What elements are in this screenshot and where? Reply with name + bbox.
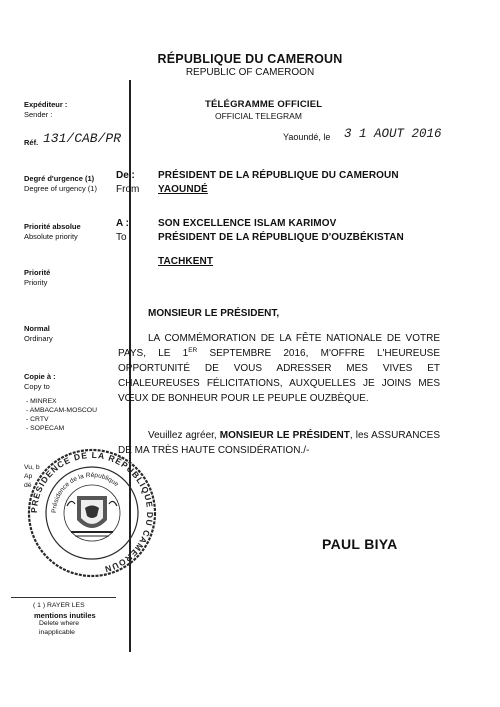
para2-part-b: , les ASSURANCES DE MA TRÈS HAUTE CONSIDÉRATION./- <box>118 430 440 456</box>
to-label: To <box>116 232 127 243</box>
para2-bold: MONSIEUR LE PRÉSIDENT <box>219 430 350 441</box>
date-prefix: Yaoundé, le <box>283 132 331 142</box>
copy-label-fr: Copie à : <box>24 372 56 381</box>
footnote-line: Delete where <box>39 620 80 627</box>
sender-label-en: Sender : <box>24 110 53 119</box>
footnote-rule <box>11 597 116 598</box>
absolute-priority-fr: Priorité absolue <box>24 222 81 231</box>
to-city: TACHKENT <box>158 256 214 267</box>
telegram-title-fr: TÉLÉGRAMME OFFICIEL <box>205 99 323 110</box>
seal-inner-text: Présidence de la République <box>50 471 120 514</box>
from-label: From <box>116 184 140 195</box>
signature-name: PAUL BIYA <box>322 536 398 552</box>
para1-part-a: LA COMMÉMORATION DE LA FÊTE NATIONALE DE VOTRE PAYS, LE 1 <box>118 333 440 359</box>
vu-line: dé <box>24 482 32 489</box>
para1-superscript: ER <box>188 347 198 354</box>
sender-label-fr: Expéditeur : <box>24 100 68 109</box>
body-paragraph-2 <box>118 428 440 458</box>
absolute-priority-en: Absolute priority <box>24 232 78 241</box>
presidential-seal-stamp <box>27 448 157 578</box>
from-line-1: PRÉSIDENT DE LA RÉPUBLIQUE DU CAMEROUN <box>158 170 399 181</box>
republic-title-en: REPUBLIC OF CAMEROON <box>185 67 315 78</box>
urgency-label-fr: Degré d'urgence (1) <box>24 174 95 183</box>
ref-handwritten: 131/CAB/PR <box>43 131 122 146</box>
de-label: De : <box>116 170 135 181</box>
vu-line: Vu, b <box>24 464 40 471</box>
seal-outer-text: PRÉSIDENCE DE LA RÉPUBLIQUE DU CAMEROUN <box>28 449 156 575</box>
normal-en: Ordinary <box>24 334 53 343</box>
date-handwritten: 3 1 AOUT 2016 <box>344 127 442 141</box>
to-line-2: PRÉSIDENT DE LA RÉPUBLIQUE D'OUZBÉKISTAN <box>158 232 404 243</box>
copy-recipient: - SOPECAM <box>26 425 65 432</box>
priority-fr: Priorité <box>24 268 51 277</box>
to-line-1: SON EXCELLENCE ISLAM KARIMOV <box>158 218 337 229</box>
vu-line: Ap <box>24 473 33 480</box>
copy-recipient: - MINREX <box>26 398 57 405</box>
telegram-title-en: OFFICIAL TELEGRAM <box>215 111 302 121</box>
a-label: A : <box>116 218 129 229</box>
footnote-line: inapplicable <box>39 629 75 636</box>
footnote-line: mentions inutiles <box>34 611 96 620</box>
copy-recipient: - AMBACAM-MOSCOU <box>26 407 97 414</box>
body-paragraph-1 <box>118 331 440 406</box>
copy-label-en: Copy to <box>24 382 50 391</box>
ref-label: Réf. <box>24 138 39 147</box>
priority-en: Priority <box>24 278 48 287</box>
urgency-label-en: Degree of urgency (1) <box>24 184 97 193</box>
para2-part-a: Veuillez agréer, <box>148 430 220 441</box>
from-line-2: YAOUNDÉ <box>158 184 208 195</box>
salutation: MONSIEUR LE PRÉSIDENT, <box>148 308 280 319</box>
footnote-line: ( 1 ) RAYER LES <box>33 602 85 609</box>
para1-part-b: SEPTEMBRE 2016, M'OFFRE L'HEUREUSE OPPORTUNITÉ DE VOUS ADRESSER MES VIVES ET CHALEUREUSES FÉLICITATIONS, AUXQUELLES JE JOINS MES VŒUX DE BONHEUR POUR LE PEUPLE OUZBÈQUE. <box>118 348 441 404</box>
normal-fr: Normal <box>24 324 50 333</box>
copy-recipient: - CRTV <box>26 416 49 423</box>
republic-title-fr: RÉPUBLIQUE DU CAMEROUN <box>157 52 343 66</box>
